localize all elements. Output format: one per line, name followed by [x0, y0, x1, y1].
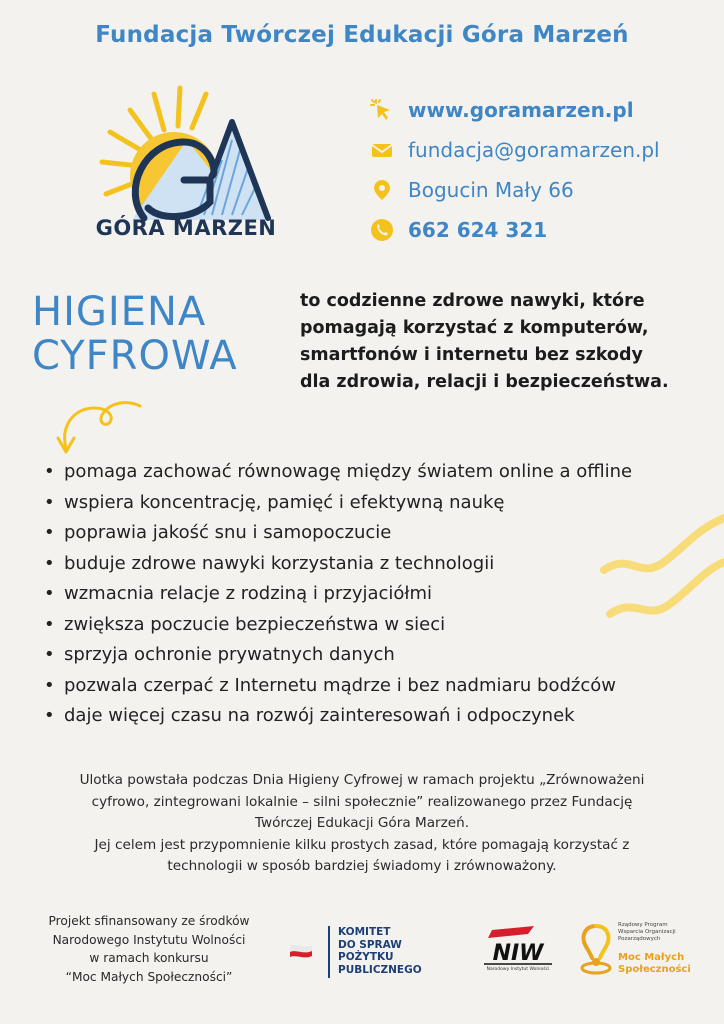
- kpp-line: DO SPRAW: [338, 938, 402, 951]
- website-link[interactable]: www.goramarzen.pl: [408, 98, 634, 122]
- kpp-line: POŻYTKU: [338, 951, 394, 963]
- svg-text:NIW: NIW: [492, 941, 544, 966]
- leaflet-footnote: [20, 770, 704, 878]
- funding-line: w ramach konkursu: [89, 951, 209, 965]
- list-item: • pomaga zachować równowagę między światem online a offline: [40, 457, 720, 488]
- title-line: HIGIENA: [32, 289, 207, 335]
- polish-flag-icon: [288, 942, 314, 958]
- rpw-small-line: Wsparcia Organizacji: [618, 929, 676, 935]
- address-text: Bogucin Mały 66: [408, 178, 574, 202]
- phone-icon: [370, 218, 394, 242]
- map-pin-icon: [370, 178, 394, 202]
- logo-text: GÓRA MARZEŃ: [95, 216, 277, 240]
- intro-line: pomagają korzystać z komputerów,: [300, 318, 649, 338]
- contact-block: [370, 90, 710, 250]
- footnote-line: technologii w sposób bardziej świadomy i zrównoważony.: [167, 858, 557, 874]
- rpw-logo: [578, 924, 614, 976]
- footnote-line: Jej celem jest przypomnienie kilku prostych zasad, które pomagają korzystać z: [94, 836, 630, 853]
- rpw-big-line: Moc Małych: [618, 952, 685, 963]
- rpw-big-line: Społeczności: [618, 964, 691, 975]
- page-title: [32, 290, 292, 378]
- benefits-list: [40, 457, 720, 732]
- intro-line: smartfonów i internetu bez szkody: [300, 345, 643, 365]
- phone-number[interactable]: 662 624 321: [408, 218, 548, 242]
- list-item: • sprzyja ochronie prywatnych danych: [40, 640, 720, 671]
- funding-line: “Moc Małych Społeczności”: [65, 969, 233, 984]
- list-item: • daje więcej czasu na rozwój zainteresowań i odpoczynek: [40, 701, 720, 732]
- rpw-small-line: Rządowy Program: [618, 922, 668, 928]
- list-item: • buduje zdrowe nawyki korzystania z technologii: [40, 549, 720, 580]
- niw-logo: [478, 924, 558, 968]
- email-link[interactable]: fundacja@goramarzen.pl: [408, 138, 660, 162]
- list-item: • poprawia jakość snu i samopoczucie: [40, 518, 720, 549]
- intro-line: to codzienne zdrowe nawyki, które: [300, 291, 645, 311]
- intro-line: dla zdrowia, relacji i bezpieczeństwa.: [300, 372, 669, 392]
- curly-arrow-icon: [52, 392, 152, 462]
- title-line: CYFROWA: [32, 333, 238, 379]
- funding-line: Projekt sfinansowany ze środków: [48, 914, 250, 928]
- cursor-click-icon: [370, 98, 394, 122]
- phone-row[interactable]: [370, 210, 710, 250]
- org-title: Fundacja Twórczej Edukacji Góra Marzeń: [95, 22, 629, 48]
- footnote-line: Ulotka powstała podczas Dnia Higieny Cyfrowej w ramach projektu „Zrównoważeni: [79, 772, 645, 788]
- list-item: • zwiększa poczucie bezpieczeństwa w sieci: [40, 610, 720, 641]
- list-item: • pozwala czerpać z Internetu mądrze i bez nadmiaru bodźców: [40, 671, 720, 702]
- rpw-title: [618, 952, 708, 976]
- funding-line: Narodowego Instytutu Wolności: [52, 932, 246, 947]
- website-row[interactable]: [370, 90, 710, 130]
- funding-note: [18, 912, 280, 986]
- rpw-small-line: Pozarządowych: [618, 936, 661, 942]
- list-item: • wspiera koncentrację, pamięć i efektywną naukę: [40, 488, 720, 519]
- footnote-line: Twórczej Edukacji Góra Marzeń.: [254, 815, 470, 831]
- kpp-divider: [328, 926, 330, 978]
- footnote-line: cyfrowo, zintegrowani lokalnie – silni społecznie” realizowanego przez Fundację: [91, 793, 633, 810]
- email-row[interactable]: [370, 130, 710, 170]
- list-item: • wzmacnia relacje z rodziną i przyjaciółmi: [40, 579, 720, 610]
- kpp-line: PUBLICZNEGO: [338, 963, 422, 976]
- address-row: [370, 170, 710, 210]
- kpp-logo: [338, 926, 448, 976]
- intro-text: [300, 288, 710, 396]
- kpp-line: KOMITET: [338, 926, 391, 938]
- envelope-icon: [370, 138, 394, 162]
- rpw-caption: [618, 922, 708, 943]
- niw-caption: Narodowy Instytut Wolności: [486, 967, 550, 972]
